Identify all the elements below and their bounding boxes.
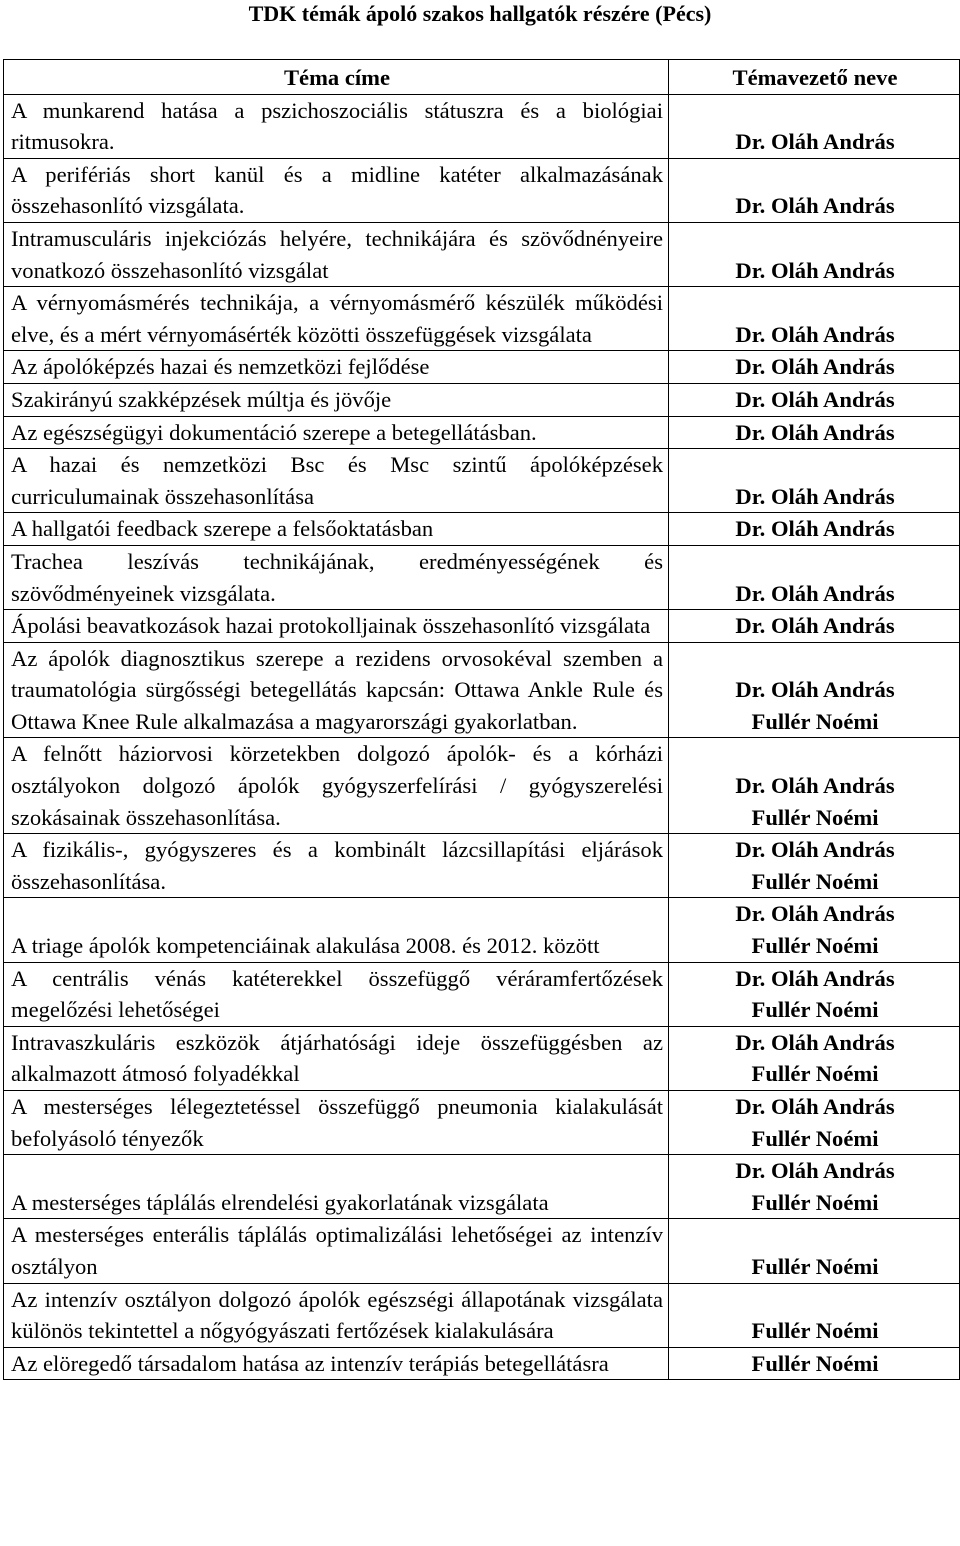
supervisor-name: Dr. Oláh András bbox=[735, 677, 895, 703]
table-row bbox=[4, 642, 960, 738]
supervisor-name: Dr. Oláh András bbox=[735, 321, 895, 347]
supervisor-name: Dr. Oláh András bbox=[735, 386, 895, 412]
topic-cell: A munkarend hatása a pszichoszociális státuszra és a biológiai ritmusokra. bbox=[4, 94, 669, 158]
supervisor-cell bbox=[669, 610, 960, 643]
supervisor-name: Dr. Oláh András bbox=[735, 516, 895, 542]
supervisor-name: Dr. Oláh András bbox=[735, 129, 895, 155]
supervisor-name: Dr. Oláh András bbox=[735, 613, 895, 639]
supervisor-name: Dr. Oláh András bbox=[735, 1094, 895, 1119]
table-row bbox=[4, 158, 960, 222]
supervisor-name: Fullér Noémi bbox=[751, 1253, 879, 1279]
supervisor-name: Dr. Oláh András bbox=[735, 580, 895, 606]
supervisor-name: Fullér Noémi bbox=[751, 997, 879, 1023]
supervisor-name: Fullér Noémi bbox=[751, 933, 879, 959]
supervisor-cell bbox=[669, 1155, 960, 1219]
supervisor-name: Dr. Oláh András bbox=[735, 419, 895, 445]
topic-cell: Szakirányú szakképzések múltja és jövője bbox=[4, 383, 669, 416]
supervisor-cell bbox=[669, 1219, 960, 1283]
topic-cell: Intravaszkuláris eszközök átjárhatósági ideje összefüggésben az alkalmazott átmosó folyadékkal bbox=[4, 1026, 669, 1090]
supervisor-cell bbox=[669, 1347, 960, 1380]
supervisor-name: Dr. Oláh András bbox=[735, 257, 895, 283]
supervisor-name: Dr. Oláh András bbox=[735, 901, 895, 927]
supervisor-name: Fullér Noémi bbox=[751, 1318, 879, 1344]
supervisor-cell bbox=[669, 834, 960, 898]
table-row bbox=[4, 449, 960, 513]
table-row bbox=[4, 898, 960, 962]
table-row bbox=[4, 1347, 960, 1380]
supervisor-cell bbox=[669, 1283, 960, 1347]
supervisor-name: Fullér Noémi bbox=[751, 1061, 879, 1087]
supervisor-name: Dr. Oláh András bbox=[735, 354, 895, 380]
supervisor-cell bbox=[669, 1026, 960, 1090]
supervisor-cell bbox=[669, 287, 960, 351]
topic-cell: A fizikális-, gyógyszeres és a kombinált lázcsillapítási eljárások összehasonlítása. bbox=[4, 834, 669, 898]
supervisor-cell bbox=[669, 94, 960, 158]
supervisor-name: Dr. Oláh András bbox=[735, 773, 895, 799]
supervisor-name: Dr. Oláh András bbox=[735, 965, 895, 991]
supervisor-name: Fullér Noémi bbox=[751, 708, 879, 734]
table-row bbox=[4, 738, 960, 834]
topic-cell: A hallgatói feedback szerepe a felsőoktatásban bbox=[4, 513, 669, 546]
topic-cell: Ápolási beavatkozások hazai protokolljainak összehasonlító vizsgálata bbox=[4, 610, 669, 643]
topic-cell: A centrális vénás katéterekkel összefüggő véráramfertőzések megelőzési lehetőségei bbox=[4, 962, 669, 1026]
supervisor-name: Dr. Oláh András bbox=[735, 1158, 895, 1184]
table-row bbox=[4, 545, 960, 609]
supervisor-name: Dr. Oláh András bbox=[735, 483, 895, 509]
topic-cell: A mesterséges enterális táplálás optimalizálási lehetőségei az intenzív osztályon bbox=[4, 1219, 669, 1283]
topic-cell: Az ápolóképzés hazai és nemzetközi fejlődése bbox=[4, 351, 669, 384]
supervisor-cell bbox=[669, 222, 960, 286]
topic-cell: A perifériás short kanül és a midline katéter alkalmazásának összehasonlító vizsgálata. bbox=[4, 158, 669, 222]
supervisor-name: Fullér Noémi bbox=[751, 1350, 879, 1376]
topic-cell: Az intenzív osztályon dolgozó ápolók egészségi állapotának vizsgálata különös tekintettel a nőgyógyászati fertőzések kialakulására bbox=[4, 1283, 669, 1347]
supervisor-cell bbox=[669, 383, 960, 416]
table-row bbox=[4, 1283, 960, 1347]
table-row bbox=[4, 416, 960, 449]
topics-table bbox=[3, 59, 960, 1380]
topic-cell: A triage ápolók kompetenciáinak alakulása 2008. és 2012. között bbox=[4, 898, 669, 962]
table-row bbox=[4, 1155, 960, 1219]
table-row bbox=[4, 1091, 960, 1155]
topic-cell: Intramusculáris injekciózás helyére, technikájára és szövődnényeire vonatkozó összehasonlító vizsgálat bbox=[4, 222, 669, 286]
topic-cell: A mesterséges táplálás elrendelési gyakorlatának vizsgálata bbox=[4, 1155, 669, 1219]
supervisor-cell bbox=[669, 642, 960, 738]
supervisor-name: Dr. Oláh András bbox=[735, 1029, 895, 1055]
table-row bbox=[4, 610, 960, 643]
document-title: TDK témák ápoló szakos hallgatók részére (Pécs) bbox=[248, 1, 712, 26]
supervisor-cell bbox=[669, 738, 960, 834]
supervisor-name: Dr. Oláh András bbox=[735, 837, 895, 863]
table-row bbox=[4, 222, 960, 286]
table-row bbox=[4, 834, 960, 898]
supervisor-name: Fullér Noémi bbox=[751, 1189, 879, 1215]
table-row bbox=[4, 287, 960, 351]
supervisor-cell bbox=[669, 158, 960, 222]
table-row bbox=[4, 383, 960, 416]
supervisor-name: Fullér Noémi bbox=[751, 804, 879, 830]
supervisor-cell bbox=[669, 1091, 960, 1155]
topic-cell: Trachea leszívás technikájának, eredményességének és szövődményeinek vizsgálata. bbox=[4, 545, 669, 609]
topic-cell: A vérnyomásmérés technikája, a vérnyomásmérő készülék működési elve, és a mért vérnyomásérték közötti összefüggések vizsgálata bbox=[4, 287, 669, 351]
supervisor-name: Dr. Oláh András bbox=[735, 193, 895, 219]
supervisor-name: Fullér Noémi bbox=[751, 868, 879, 894]
table-row bbox=[4, 962, 960, 1026]
table-row bbox=[4, 1219, 960, 1283]
table-row bbox=[4, 94, 960, 158]
supervisor-cell bbox=[669, 513, 960, 546]
topic-cell: Az ápolók diagnosztikus szerepe a rezidens orvosokéval szemben a traumatológia sürgősségi betegellátás kapcsán: Ottawa Ankle Rule és Ottawa Knee Rule alkalmazása a magyarországi gyakorlatban. bbox=[4, 642, 669, 738]
supervisor-cell bbox=[669, 416, 960, 449]
header-topic: Téma címe bbox=[4, 60, 669, 95]
supervisor-cell bbox=[669, 898, 960, 962]
supervisor-cell bbox=[669, 449, 960, 513]
table-body bbox=[4, 94, 960, 1380]
supervisor-cell bbox=[669, 545, 960, 609]
table-header-row bbox=[4, 60, 960, 95]
header-supervisor: Témavezető neve bbox=[669, 60, 960, 95]
topic-cell: A hazai és nemzetközi Bsc és Msc szintű ápolóképzések curriculumainak összehasonlítása bbox=[4, 449, 669, 513]
topic-cell: Az elöregedő társadalom hatása az intenzív terápiás betegellátásra bbox=[4, 1347, 669, 1380]
table-row bbox=[4, 1026, 960, 1090]
table-row bbox=[4, 513, 960, 546]
supervisor-cell bbox=[669, 351, 960, 384]
supervisor-cell bbox=[669, 962, 960, 1026]
table-row bbox=[4, 351, 960, 384]
topic-cell: A felnőtt háziorvosi körzetekben dolgozó ápolók- és a kórházi osztályokon dolgozó ápolók gyógyszerfelírási / gyógyszerelési szokásainak összehasonlítása. bbox=[4, 738, 669, 834]
supervisor-name: Fullér Noémi bbox=[751, 1125, 879, 1151]
topic-cell: Az egészségügyi dokumentáció szerepe a betegellátásban. bbox=[4, 416, 669, 449]
topic-cell: A mesterséges lélegeztetéssel összefüggő pneumonia kialakulását befolyásoló tényezők bbox=[4, 1091, 669, 1155]
